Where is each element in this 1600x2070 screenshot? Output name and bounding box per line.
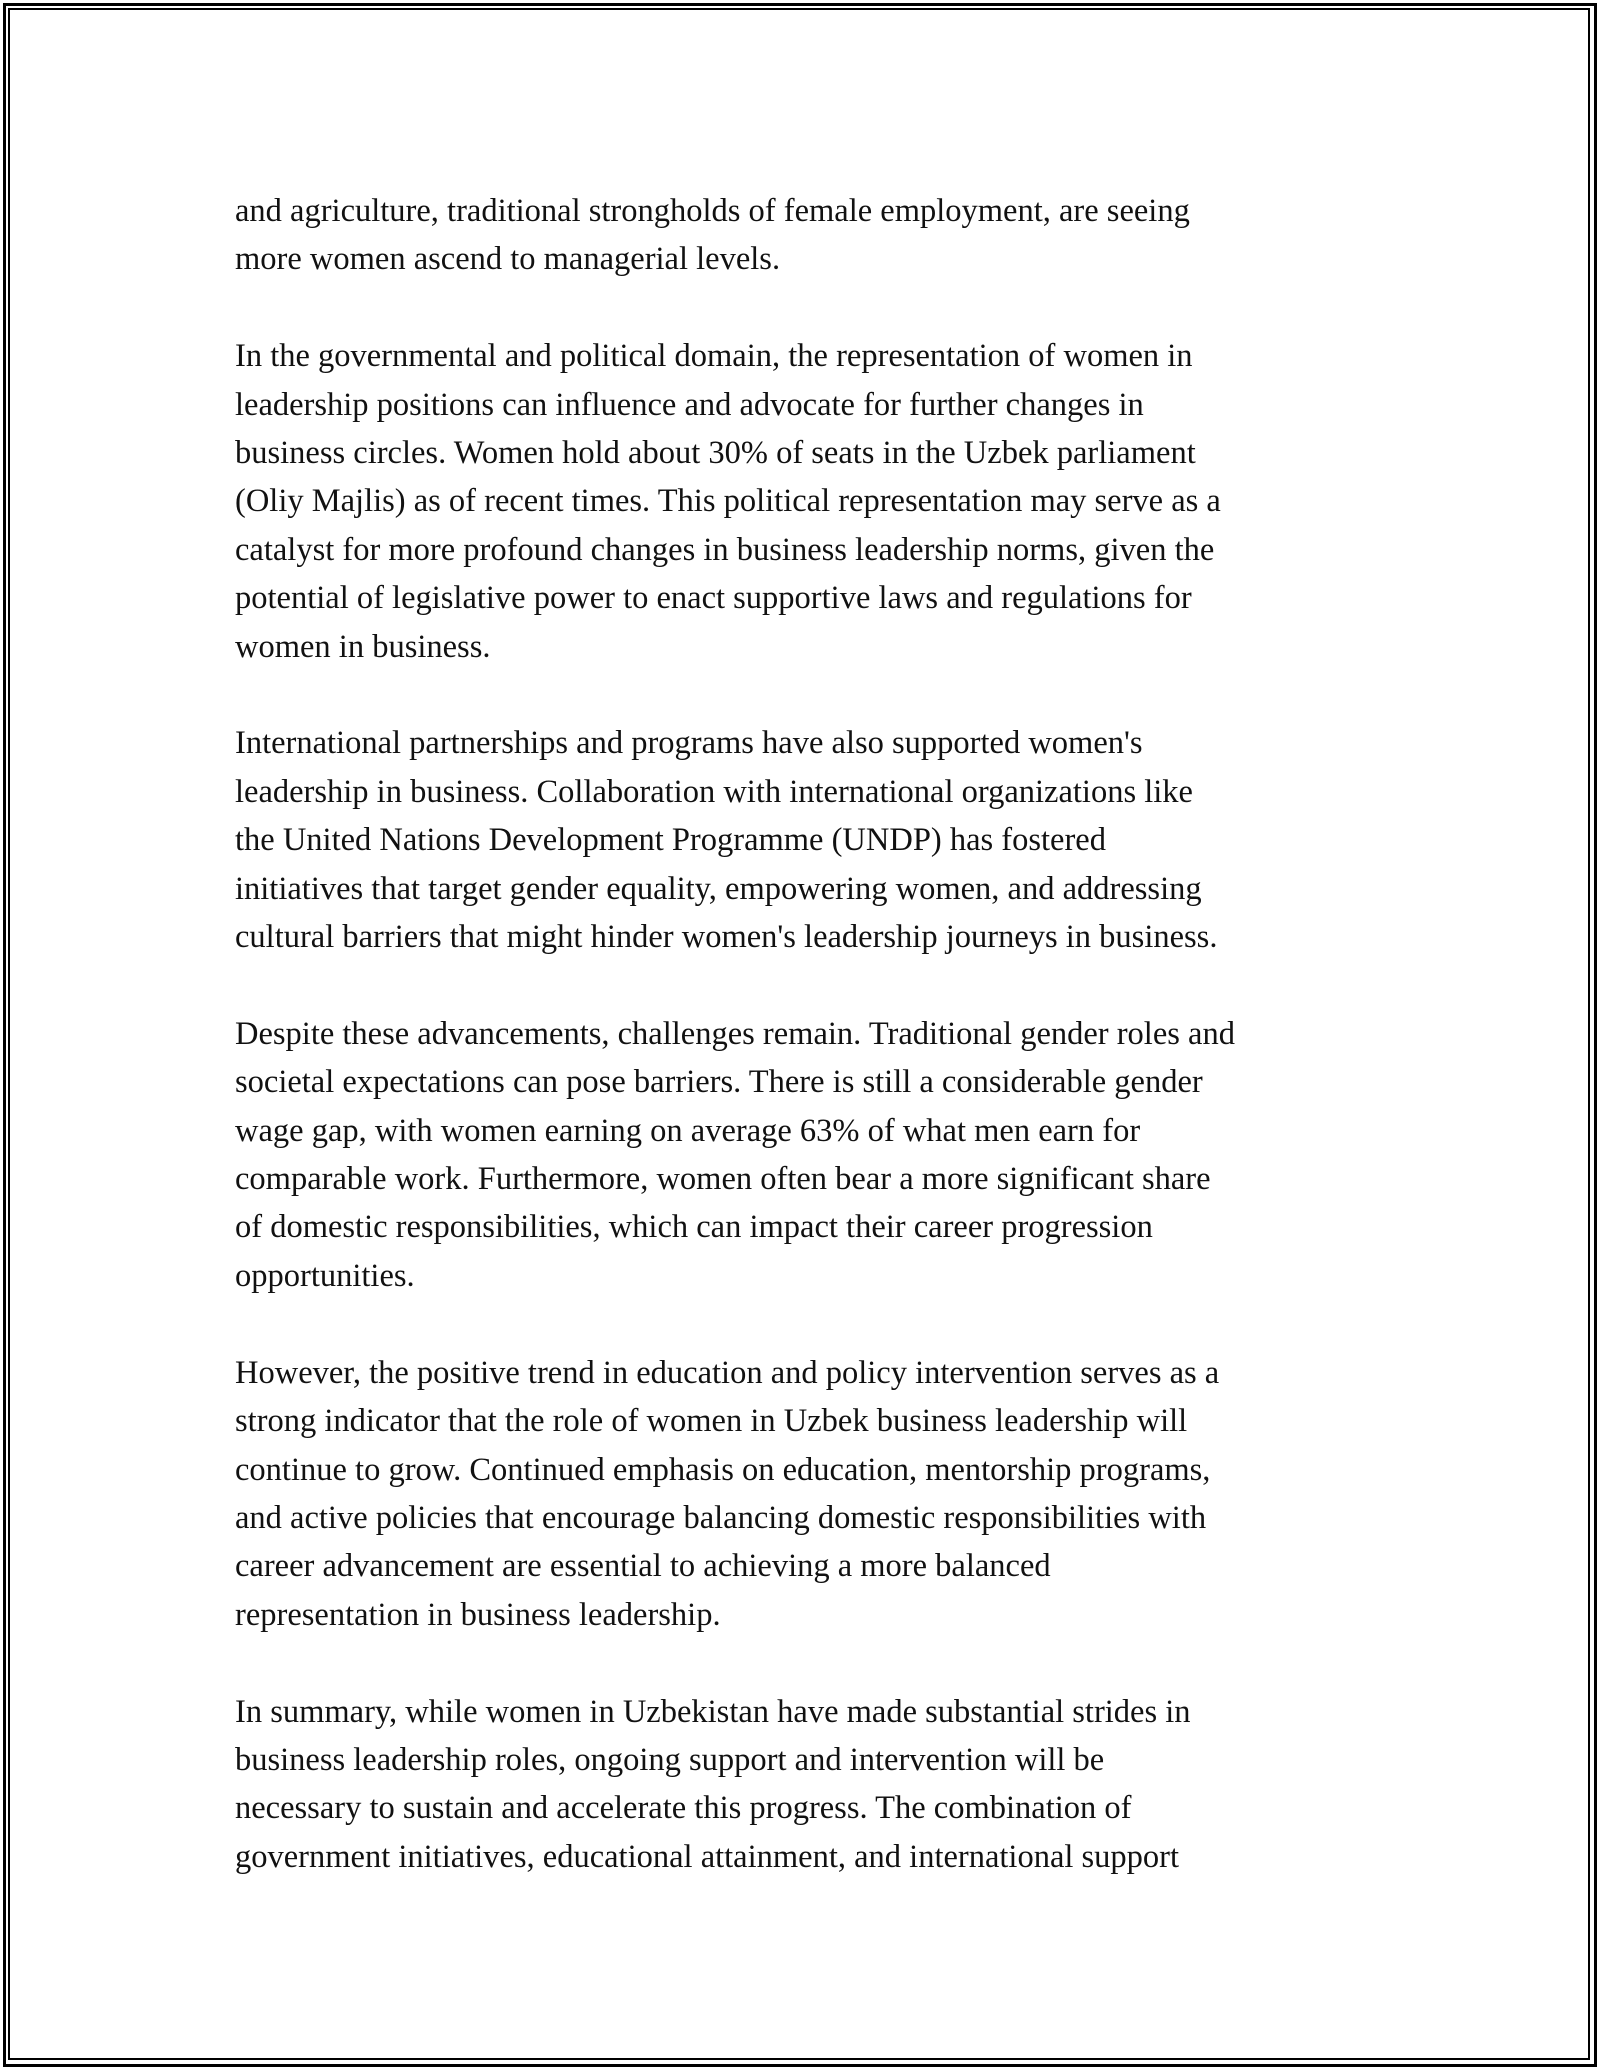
paragraph-line: and active policies that encourage balancing domestic responsibilities with [235, 1499, 1207, 1536]
paragraph-line: necessary to sustain and accelerate this progress. The combination of [235, 1790, 1132, 1827]
paragraph-line: opportunities. [235, 1257, 415, 1294]
paragraph-4 [235, 1010, 1385, 1300]
paragraph-5 [235, 1349, 1385, 1639]
paragraph-line: (Oliy Majlis) as of recent times. This political representation may serve as a [235, 483, 1221, 520]
paragraph-line: and agriculture, traditional strongholds of female employment, are seeing [235, 193, 1190, 229]
paragraph-line: societal expectations can pose barriers. There is still a considerable gender [235, 1064, 1203, 1101]
paragraph-line: Despite these advancements, challenges remain. Traditional gender roles and [235, 1015, 1235, 1052]
paragraph-line: wage gap, with women earning on average 63% of what men earn for [235, 1112, 1141, 1149]
paragraph-line: women in business. [235, 628, 491, 665]
paragraph-line: leadership positions can influence and advocate for further changes in [235, 386, 1144, 423]
paragraph-line: business circles. Women hold about 30% of seats in the Uzbek parliament [235, 435, 1196, 472]
document-body [235, 187, 1385, 1930]
paragraph-line: leadership in business. Collaboration with international organizations like [235, 773, 1193, 810]
paragraph-6 [235, 1688, 1385, 1882]
paragraph-line: continue to grow. Continued emphasis on education, mentorship programs, [235, 1451, 1211, 1488]
paragraph-line: potential of legislative power to enact supportive laws and regulations for [235, 580, 1192, 617]
paragraph-line: However, the positive trend in education and policy intervention serves as a [235, 1354, 1220, 1391]
paragraph-line: comparable work. Furthermore, women often bear a more significant share [235, 1161, 1211, 1198]
paragraph-line: of domestic responsibilities, which can impact their career progression [235, 1209, 1153, 1246]
paragraph-line: In the governmental and political domain, the representation of women in [235, 338, 1193, 375]
paragraph-line: strong indicator that the role of women in Uzbek business leadership will [235, 1403, 1188, 1440]
paragraph-3 [235, 719, 1385, 961]
paragraph-1 [235, 187, 1385, 284]
paragraph-2 [235, 332, 1385, 671]
paragraph-line: more women ascend to managerial levels. [235, 241, 781, 278]
paragraph-line: cultural barriers that might hinder women's leadership journeys in business. [235, 919, 1218, 956]
paragraph-line: government initiatives, educational attainment, and international support [235, 1838, 1180, 1875]
paragraph-line: catalyst for more profound changes in business leadership norms, given the [235, 531, 1215, 568]
paragraph-line: career advancement are essential to achieving a more balanced [235, 1548, 1051, 1585]
paragraph-line: initiatives that target gender equality, empowering women, and addressing [235, 870, 1202, 907]
paragraph-line: representation in business leadership. [235, 1596, 721, 1633]
paragraph-line: In summary, while women in Uzbekistan have made substantial strides in [235, 1693, 1191, 1730]
paragraph-line: the United Nations Development Programme (UNDP) has fostered [235, 822, 1106, 859]
paragraph-line: business leadership roles, ongoing support and intervention will be [235, 1741, 1105, 1778]
paragraph-line: International partnerships and programs have also supported women's [235, 725, 1143, 762]
